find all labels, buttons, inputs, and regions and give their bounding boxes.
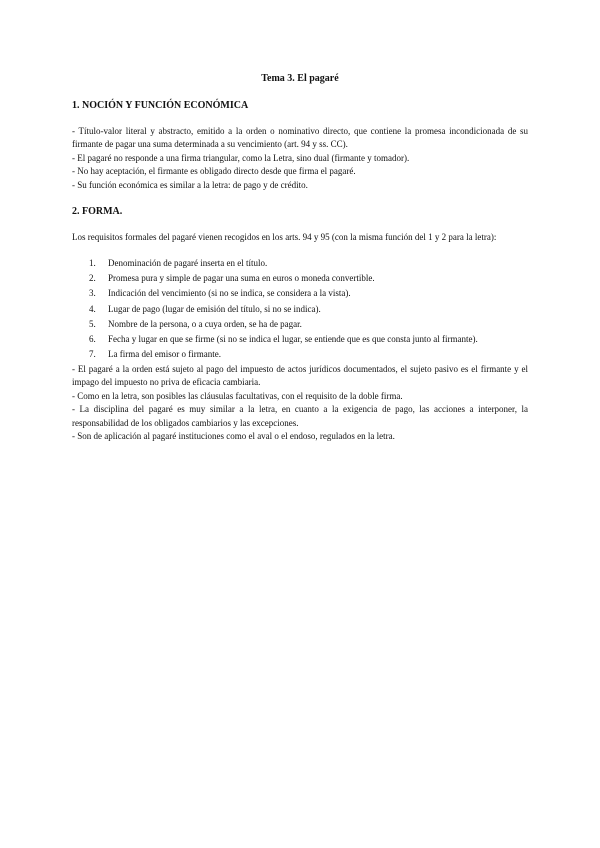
paragraph: - Son de aplicación al pagaré instituciones como el aval o el endoso, regulados en la letra.	[72, 431, 395, 442]
list-item-text: Fecha y lugar en que se firme (si no se indica el lugar, se entiende que es que consta junto al firmante).	[108, 334, 478, 345]
paragraph: - El pagaré no responde a una firma triangular, como la Letra, sino dual (firmante y tomador).	[72, 152, 410, 163]
list-number: 7.	[89, 349, 96, 360]
list-item	[72, 347, 528, 362]
list-item	[72, 332, 528, 347]
section-heading-nocion: 1. NOCIÓN Y FUNCIÓN ECONÓMICA	[72, 100, 249, 111]
paragraph: - La disciplina del pagaré es muy similar a la letra, en cuanto a la exigencia de pago, las acciones a interponer, la responsabilidad de los obligados cambiarios y las excepciones.	[72, 404, 528, 428]
list-number: 1.	[89, 258, 96, 268]
list-item	[72, 302, 528, 317]
list-number: 2.	[89, 273, 96, 284]
requirements-list	[72, 256, 528, 362]
paragraph: - No hay aceptación, el firmante es obligado directo desde que firma el pagaré.	[72, 166, 356, 177]
list-number: 5.	[89, 318, 96, 329]
list-item-text: La firma del emisor o firmante.	[108, 349, 221, 360]
paragraph: - El pagaré a la orden está sujeto al pago del impuesto de actos jurídicos documentados, el sujeto pasivo es el firmante y el impago del impuesto no priva de eficacia cambiaria.	[72, 364, 528, 388]
list-item-text: Nombre de la persona, o a cuya orden, se ha de pagar.	[108, 318, 302, 329]
list-item-text: Promesa pura y simple de pagar una suma en euros o moneda convertible.	[108, 273, 375, 284]
list-item	[72, 317, 528, 332]
list-number: 6.	[89, 334, 96, 345]
list-item-text: Lugar de pago (lugar de emisión del título, si no se indica).	[108, 303, 321, 314]
list-item	[72, 271, 528, 286]
list-item	[72, 256, 528, 271]
section-heading-forma: 2. FORMA.	[72, 206, 123, 217]
list-item-text: Indicación del vencimiento (si no se indica, se considera a la vista).	[108, 288, 351, 299]
list-number: 3.	[89, 288, 96, 299]
section-intro-forma	[72, 231, 528, 244]
section-notes-forma	[72, 363, 528, 443]
paragraph: Los requisitos formales del pagaré vienen recogidos en los arts. 94 y 95 (con la misma función del 1 y 2 para la letra):	[72, 232, 497, 242]
document-title: Tema 3. El pagaré	[261, 73, 339, 84]
list-number: 4.	[89, 303, 96, 314]
paragraph: - Título-valor literal y abstracto, emitido a la orden o nominativo directo, que contiene la promesa incondicionada de su firmante de pagar una suma determinada a su vencimiento (art. 94 y ss. CC).	[72, 126, 528, 150]
list-item	[72, 286, 528, 301]
list-item-text: Denominación de pagaré inserta en el título.	[108, 258, 268, 268]
section-body-nocion	[72, 125, 528, 192]
paragraph: - Su función económica es similar a la letra: de pago y de crédito.	[72, 179, 308, 190]
paragraph: - Como en la letra, son posibles las cláusulas facultativas, con el requisito de la doble firma.	[72, 390, 403, 401]
